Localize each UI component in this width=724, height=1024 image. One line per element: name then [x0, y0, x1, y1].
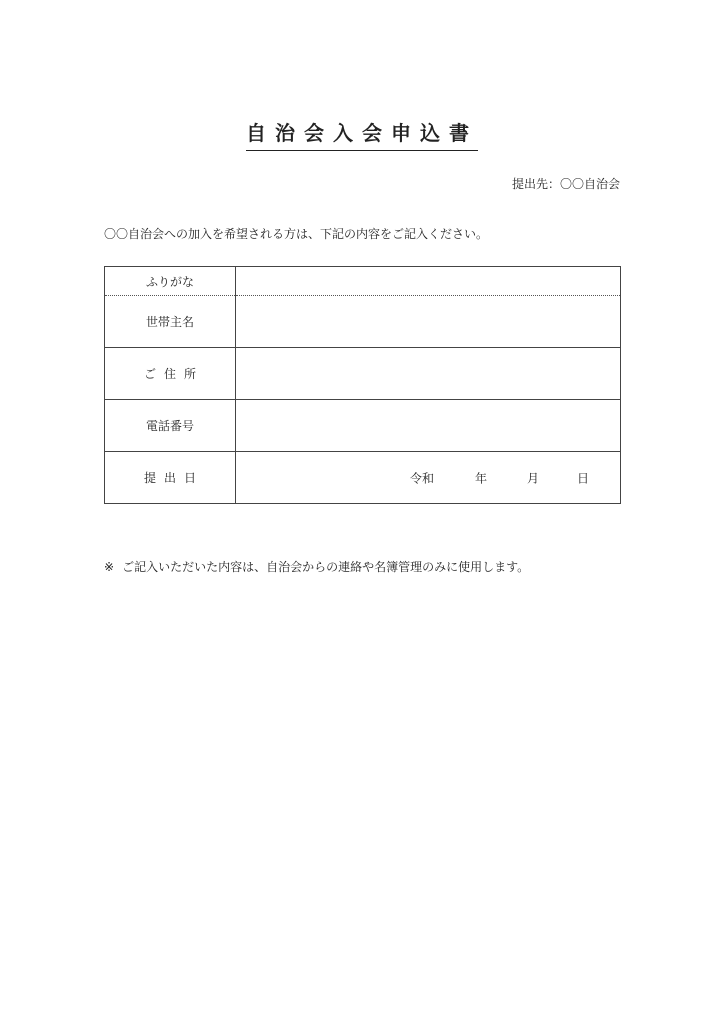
date-year-unit: 年 — [475, 471, 488, 485]
submission-date-field[interactable] — [236, 452, 621, 504]
date-month-unit: 月 — [527, 471, 540, 485]
address-label: ご住所 — [143, 367, 204, 381]
note-mark: ※ — [104, 560, 115, 574]
householder-name-label: 世帯主名 — [105, 296, 236, 348]
furigana-label: ふりがな — [105, 267, 236, 296]
submission-date-label: 提出日 — [143, 471, 204, 485]
privacy-note — [104, 559, 529, 575]
phone-label: 電話番号 — [105, 400, 236, 452]
table-row-submission-date — [105, 452, 621, 504]
table-row-address — [105, 348, 621, 400]
submit-to-label: 提出先：〇〇自治会 — [511, 177, 620, 191]
address-field[interactable] — [236, 348, 621, 400]
table-row-furigana — [105, 267, 621, 296]
note-text: ご記入いただいた内容は、自治会からの連絡や名簿管理のみに使用します。 — [122, 560, 530, 574]
table-row-householder-name — [105, 296, 621, 348]
document-title: 自治会入会申込書 — [246, 120, 478, 151]
application-form-table — [104, 266, 621, 504]
date-day-unit: 日 — [577, 471, 590, 485]
phone-field[interactable] — [236, 400, 621, 452]
intro-text: 〇〇自治会への加入を希望される方は、下記の内容をご記入ください。 — [104, 227, 489, 241]
householder-name-field[interactable] — [236, 296, 621, 348]
furigana-field[interactable] — [236, 267, 621, 296]
table-row-phone — [105, 400, 621, 452]
date-era: 令和 — [410, 471, 435, 485]
